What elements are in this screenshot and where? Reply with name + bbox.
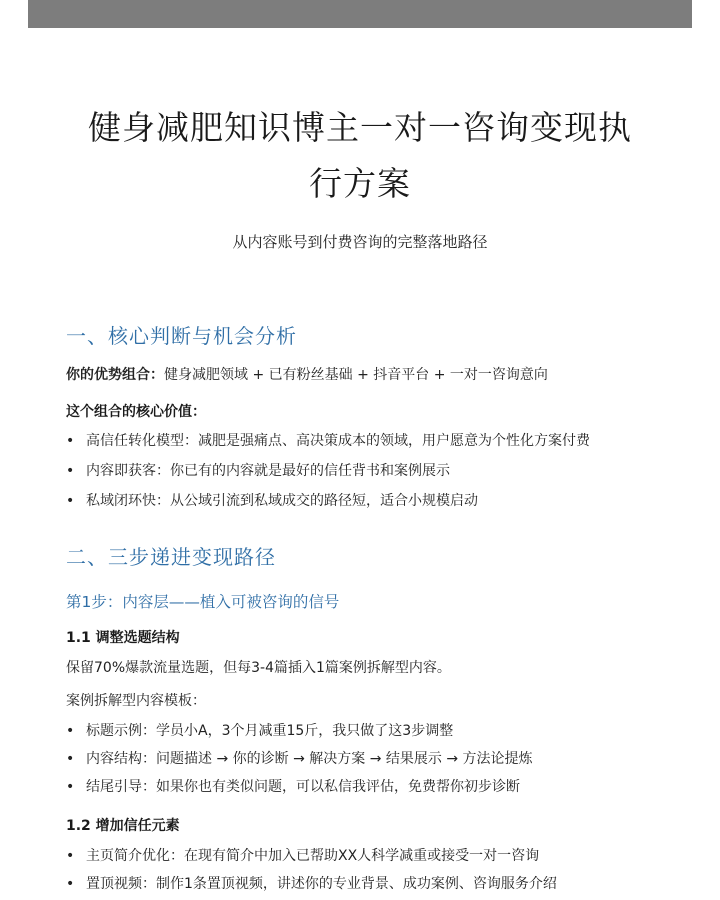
title-line-2: 行方案 <box>309 164 411 203</box>
core-value-heading: 这个组合的核心价值： <box>66 404 206 420</box>
document-subtitle: 从内容账号到付费咨询的完整落地路径 <box>232 233 488 251</box>
bullet-icon: • <box>66 779 75 795</box>
list-item: • 主页简介优化：在现有简介中加入已帮助XX人科学减重或接受一对一咨询 <box>66 848 540 864</box>
advantage-line <box>66 364 548 384</box>
list-item: • 内容即获客：你已有的内容就是最好的信任背书和案例展示 <box>66 463 450 479</box>
bullet-icon: • <box>66 433 75 449</box>
list-item: • 结尾引导：如果你也有类似问题，可以私信我评估，免费帮你初步诊断 <box>66 779 520 795</box>
bullet-icon: • <box>66 751 75 767</box>
viewer-top-bar <box>28 0 692 28</box>
advantage-text: 健身减肥领域 + 已有粉丝基础 + 抖音平台 + 一对一咨询意向 <box>164 367 548 383</box>
bullet-icon: • <box>66 493 75 509</box>
list-item: • 标题示例：学员小A，3个月减重15斤，我只做了这3步调整 <box>66 723 454 739</box>
list-item: • 置顶视频：制作1条置顶视频，讲述你的专业背景、成功案例、咨询服务介绍 <box>66 876 557 892</box>
step-1-heading: 第1步：内容层——植入可被咨询的信号 <box>66 593 340 611</box>
title-line-1: 健身减肥知识博主一对一咨询变现执 <box>88 108 632 147</box>
list-item: • 高信任转化模型：减肥是强痛点、高决策成本的领域，用户愿意为个性化方案付费 <box>66 433 590 449</box>
bullet-icon: • <box>66 876 75 892</box>
section-1-heading: 一、核心判断与机会分析 <box>66 324 297 348</box>
list-item: • 私域闭环快：从公域引流到私域成交的路径短，适合小规模启动 <box>66 493 478 509</box>
advantage-label: 你的优势组合： <box>66 367 164 383</box>
list-item: • 内容结构：问题描述 → 你的诊断 → 解决方案 → 结果展示 → 方法论提炼 <box>66 751 533 767</box>
template-label: 案例拆解型内容模板： <box>66 693 206 709</box>
subsection-1-1-text: 保留70%爆款流量选题，但每3-4篇插入1篇案例拆解型内容。 <box>66 660 451 676</box>
bullet-icon: • <box>66 848 75 864</box>
subsection-1-2-heading: 1.2 增加信任元素 <box>66 818 180 834</box>
document-title <box>40 100 680 212</box>
section-2-heading: 二、三步递进变现路径 <box>66 545 276 569</box>
bullet-icon: • <box>66 463 75 479</box>
subsection-1-1-heading: 1.1 调整选题结构 <box>66 630 180 646</box>
bullet-icon: • <box>66 723 75 739</box>
